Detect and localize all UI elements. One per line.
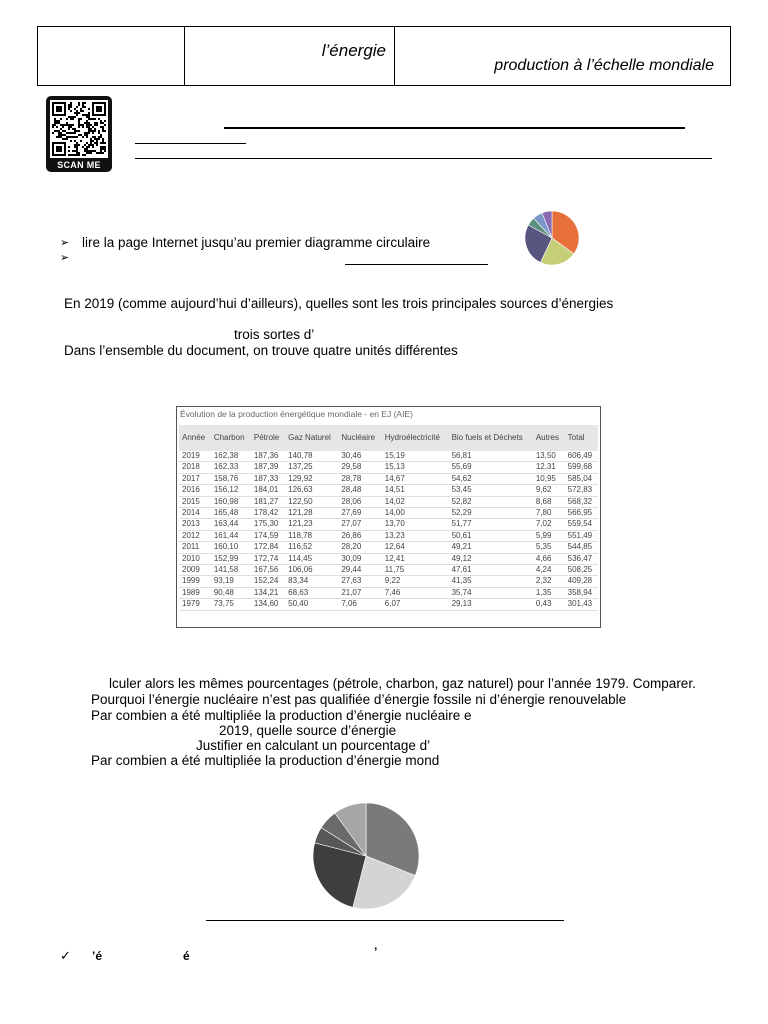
- table-cell: 90,48: [211, 587, 251, 598]
- table-cell: 14,67: [382, 473, 449, 484]
- table-title: Évolution de la production énergétique mondiale - en EJ (AIE): [180, 409, 413, 419]
- table-cell: 49,12: [449, 553, 533, 564]
- page-title: l’énergie: [321, 41, 386, 60]
- question-3: Dans l’ensemble du document, on trouve quatre unités différentes: [64, 343, 458, 358]
- table-cell: 162,38: [211, 451, 251, 462]
- table-cell: 14,00: [382, 508, 449, 519]
- table-cell: 27,69: [338, 508, 381, 519]
- table-cell: 9,22: [382, 576, 449, 587]
- answer-line: [224, 127, 685, 129]
- table-cell: 126,63: [285, 485, 338, 496]
- table-cell: 52,29: [449, 508, 533, 519]
- table-cell: 55,69: [449, 462, 533, 473]
- table-cell: 7,02: [533, 519, 565, 530]
- table-cell: 11,75: [382, 565, 449, 576]
- table-cell: 28,48: [338, 485, 381, 496]
- table-cell: 599,68: [565, 462, 598, 473]
- qr-code[interactable]: [46, 96, 112, 172]
- table-cell: 2,32: [533, 576, 565, 587]
- table-cell: 1979: [179, 599, 211, 610]
- table-cell: 585,04: [565, 473, 598, 484]
- table-cell: 134,60: [251, 599, 285, 610]
- table-cell: 134,21: [251, 587, 285, 598]
- table-cell: 566,95: [565, 508, 598, 519]
- table-cell: 5,35: [533, 542, 565, 553]
- question-8: Justifier en calculant un pourcentage d’: [196, 738, 431, 753]
- table-cell: 141,58: [211, 565, 251, 576]
- table-cell: 174,59: [251, 530, 285, 541]
- table-cell: 160,98: [211, 496, 251, 507]
- table-cell: 6,07: [382, 599, 449, 610]
- table-cell: 508,25: [565, 565, 598, 576]
- table-cell: 7,46: [382, 587, 449, 598]
- check-icon: ✓: [60, 948, 71, 963]
- pie-chart-colored: [521, 210, 583, 266]
- qr-pattern-icon: [50, 100, 108, 158]
- table-cell: 2015: [179, 496, 211, 507]
- table-cell: 172,74: [251, 553, 285, 564]
- table-cell: 187,33: [251, 473, 285, 484]
- table-cell: 2016: [179, 485, 211, 496]
- table-row: [179, 496, 598, 507]
- table-cell: 1989: [179, 587, 211, 598]
- data-table: [179, 425, 598, 611]
- page-subtitle: production à l’échelle mondiale: [494, 57, 714, 74]
- question-7: 2019, quelle source d’énergie: [219, 723, 397, 738]
- table-cell: 27,07: [338, 519, 381, 530]
- question-2: trois sortes d’: [234, 327, 315, 342]
- table-row: [179, 542, 598, 553]
- table-cell: 409,28: [565, 576, 598, 587]
- table-cell: 29,58: [338, 462, 381, 473]
- table-cell: 41,35: [449, 576, 533, 587]
- table-header-cell: Total: [565, 425, 598, 451]
- table-cell: 14,02: [382, 496, 449, 507]
- table-cell: 536,47: [565, 553, 598, 564]
- table-cell: 15,19: [382, 451, 449, 462]
- table-cell: 160,10: [211, 542, 251, 553]
- table-cell: 572,83: [565, 485, 598, 496]
- question-9: Par combien a été multipliée la production d’énergie mond: [91, 753, 440, 768]
- table-cell: 8,68: [533, 496, 565, 507]
- table-cell: 118,78: [285, 530, 338, 541]
- footer-text-2: é: [183, 949, 190, 963]
- table-cell: 26,86: [338, 530, 381, 541]
- table-cell: 30,09: [338, 553, 381, 564]
- table-cell: 2011: [179, 542, 211, 553]
- table-row: [179, 508, 598, 519]
- question-5: Pourquoi l’énergie nucléaire n’est pas qualifiée d’énergie fossile ni d’énergie renouvelable: [91, 692, 627, 707]
- table-cell: 12,31: [533, 462, 565, 473]
- table-row: [179, 473, 598, 484]
- table-cell: 54,62: [449, 473, 533, 484]
- table-cell: 544,85: [565, 542, 598, 553]
- table-row: [179, 576, 598, 587]
- table-cell: 152,24: [251, 576, 285, 587]
- table-cell: 68,63: [285, 587, 338, 598]
- answer-line: [135, 158, 712, 159]
- table-cell: 2014: [179, 508, 211, 519]
- qr-label: SCAN ME: [57, 160, 101, 170]
- table-cell: 165,48: [211, 508, 251, 519]
- table-cell: 83,34: [285, 576, 338, 587]
- table-cell: 52,82: [449, 496, 533, 507]
- table-cell: 21,07: [338, 587, 381, 598]
- table-cell: 106,06: [285, 565, 338, 576]
- table-cell: 56,81: [449, 451, 533, 462]
- table-cell: 53,45: [449, 485, 533, 496]
- table-cell: 13,70: [382, 519, 449, 530]
- table-cell: 12,64: [382, 542, 449, 553]
- table-cell: 2009: [179, 565, 211, 576]
- pie-chart-gray: [309, 802, 423, 910]
- table-header-cell: Pétrole: [251, 425, 285, 451]
- answer-line: [206, 920, 564, 921]
- table-cell: 2019: [179, 451, 211, 462]
- production-table: [176, 406, 601, 628]
- table-cell: 12,41: [382, 553, 449, 564]
- table-cell: 156,12: [211, 485, 251, 496]
- answer-line: [135, 143, 246, 144]
- table-cell: 140,78: [285, 451, 338, 462]
- table-cell: 122,50: [285, 496, 338, 507]
- table-cell: 13,23: [382, 530, 449, 541]
- table-cell: 187,36: [251, 451, 285, 462]
- table-cell: 27,63: [338, 576, 381, 587]
- table-cell: 161,44: [211, 530, 251, 541]
- table-cell: 121,23: [285, 519, 338, 530]
- table-cell: 2018: [179, 462, 211, 473]
- table-cell: 2017: [179, 473, 211, 484]
- table-cell: 116,52: [285, 542, 338, 553]
- table-cell: 129,92: [285, 473, 338, 484]
- table-cell: 15,13: [382, 462, 449, 473]
- table-cell: 7,06: [338, 599, 381, 610]
- answer-line: [345, 264, 488, 265]
- table-cell: 137,25: [285, 462, 338, 473]
- instruction-1: lire la page Internet jusqu’au premier diagramme circulaire: [82, 235, 431, 250]
- table-header-cell: Année: [179, 425, 211, 451]
- table-cell: 568,32: [565, 496, 598, 507]
- table-cell: 1,35: [533, 587, 565, 598]
- table-row: [179, 519, 598, 530]
- table-cell: 301,43: [565, 599, 598, 610]
- table-cell: 358,94: [565, 587, 598, 598]
- table-cell: 163,44: [211, 519, 251, 530]
- question-1: En 2019 (comme aujourd’hui d’ailleurs), quelles sont les trois principales sources d’énergies: [64, 296, 614, 311]
- table-cell: 4,66: [533, 553, 565, 564]
- table-cell: 30,46: [338, 451, 381, 462]
- table-cell: 2010: [179, 553, 211, 564]
- table-cell: 172,84: [251, 542, 285, 553]
- table-cell: 28,78: [338, 473, 381, 484]
- table-cell: 93,19: [211, 576, 251, 587]
- table-cell: 29,44: [338, 565, 381, 576]
- table-cell: 4,24: [533, 565, 565, 576]
- table-cell: 51,77: [449, 519, 533, 530]
- table-cell: 7,80: [533, 508, 565, 519]
- table-cell: 175,30: [251, 519, 285, 530]
- table-header-cell: Charbon: [211, 425, 251, 451]
- bullet-arrow-icon: ➢: [60, 237, 70, 249]
- table-cell: 2012: [179, 530, 211, 541]
- question-4: lculer alors les mêmes pourcentages (pétrole, charbon, gaz naturel) pour l’année 1979. Comparer.: [109, 676, 696, 691]
- table-cell: 28,06: [338, 496, 381, 507]
- table-cell: 35,74: [449, 587, 533, 598]
- table-cell: 158,76: [211, 473, 251, 484]
- table-cell: 13,50: [533, 451, 565, 462]
- table-row: [179, 553, 598, 564]
- footer-text-3: ’: [374, 945, 378, 959]
- header-cell-empty: [38, 27, 185, 85]
- table-row: [179, 599, 598, 610]
- table-cell: 0,43: [533, 599, 565, 610]
- table-cell: 49,21: [449, 542, 533, 553]
- table-cell: 152,99: [211, 553, 251, 564]
- table-header-cell: Gaz Naturel: [285, 425, 338, 451]
- table-cell: 551,49: [565, 530, 598, 541]
- table-cell: 28,20: [338, 542, 381, 553]
- table-header-cell: Autres: [533, 425, 565, 451]
- table-row: [179, 451, 598, 462]
- table-cell: 114,45: [285, 553, 338, 564]
- table-cell: 50,61: [449, 530, 533, 541]
- table-cell: 47,61: [449, 565, 533, 576]
- table-header-cell: Hydroélectricité: [382, 425, 449, 451]
- table-cell: 50,40: [285, 599, 338, 610]
- table-cell: 5,99: [533, 530, 565, 541]
- table-row: [179, 587, 598, 598]
- table-cell: 9,62: [533, 485, 565, 496]
- table-cell: 167,56: [251, 565, 285, 576]
- table-cell: 181,27: [251, 496, 285, 507]
- bullet-arrow-icon: ➢: [60, 252, 70, 264]
- table-row: [179, 485, 598, 496]
- table-cell: 121,28: [285, 508, 338, 519]
- table-cell: 1999: [179, 576, 211, 587]
- table-cell: 73,75: [211, 599, 251, 610]
- table-cell: 559,54: [565, 519, 598, 530]
- table-cell: 29,13: [449, 599, 533, 610]
- table-cell: 14,51: [382, 485, 449, 496]
- table-cell: 187,39: [251, 462, 285, 473]
- table-cell: 2013: [179, 519, 211, 530]
- table-cell: 162,33: [211, 462, 251, 473]
- table-row: [179, 530, 598, 541]
- table-cell: 606,49: [565, 451, 598, 462]
- table-cell: 184,01: [251, 485, 285, 496]
- table-cell: 10,95: [533, 473, 565, 484]
- table-row: [179, 565, 598, 576]
- footer-text-1: ’é: [92, 949, 103, 963]
- table-header-cell: Bio fuels et Déchets: [449, 425, 533, 451]
- table-cell: 178,42: [251, 508, 285, 519]
- header-cell-title: [184, 27, 395, 85]
- table-header-cell: Nucléaire: [338, 425, 381, 451]
- table-row: [179, 462, 598, 473]
- header-table: [37, 26, 731, 86]
- question-6: Par combien a été multipliée la production d’énergie nucléaire e: [91, 708, 472, 723]
